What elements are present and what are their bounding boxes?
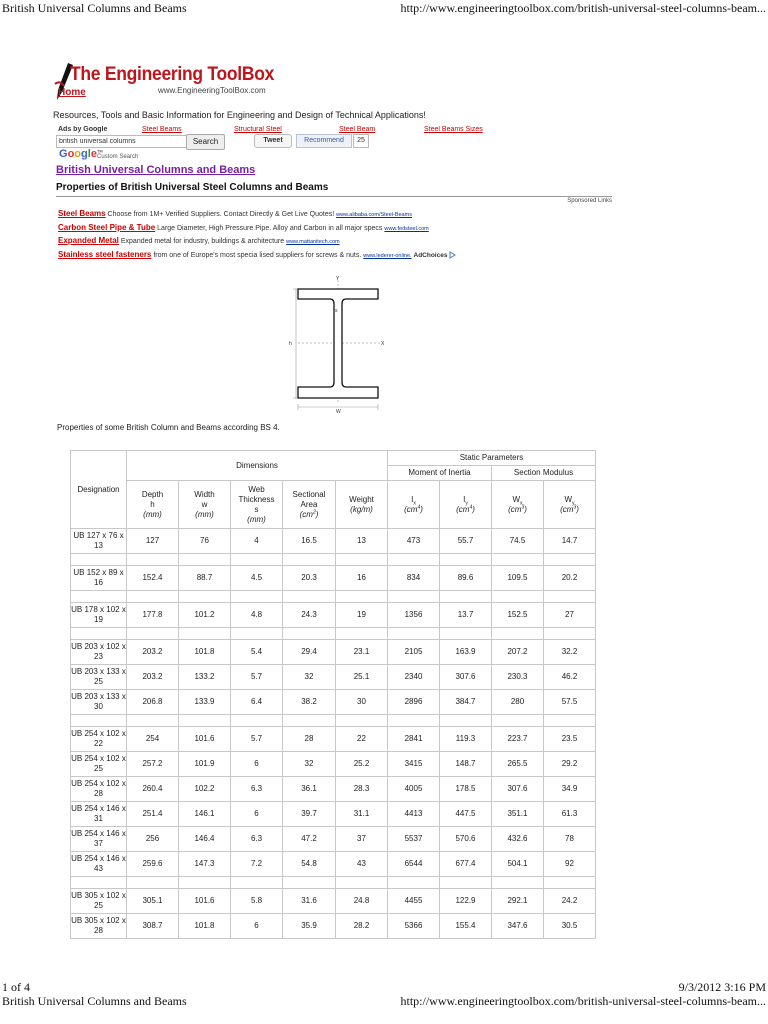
spacer-cell — [388, 628, 440, 640]
value-cell: 57.5 — [544, 690, 596, 715]
spacer-cell — [179, 554, 231, 566]
sponsored-ad — [58, 209, 412, 218]
header-wx: $W_x$ $(cm^3)$ — [492, 481, 544, 529]
value-cell: 101.9 — [179, 752, 231, 777]
spacer-cell — [71, 554, 127, 566]
table-row — [71, 889, 596, 914]
spacer-cell — [492, 554, 544, 566]
value-cell: 46.2 — [544, 665, 596, 690]
tagline: Resources, Tools and Basic Information for Engineering and Design of Technical Applications! — [53, 110, 426, 120]
value-cell: 24.8 — [336, 889, 388, 914]
spacer-cell — [283, 554, 336, 566]
value-cell: 109.5 — [492, 566, 544, 591]
value-cell: 31.6 — [283, 889, 336, 914]
value-cell: 3415 — [388, 752, 440, 777]
value-cell: 101.6 — [179, 727, 231, 752]
diagram-label: Y — [336, 276, 340, 282]
spacer-cell — [71, 715, 127, 727]
value-cell: 24.2 — [544, 889, 596, 914]
header-moment-of-inertia: Moment of Inertia — [388, 466, 492, 481]
spacer-cell — [179, 628, 231, 640]
value-cell: 27 — [544, 603, 596, 628]
value-cell: 89.6 — [440, 566, 492, 591]
value-cell: 1356 — [388, 603, 440, 628]
spacer-cell — [388, 591, 440, 603]
value-cell: 146.4 — [179, 827, 231, 852]
spacer-cell — [492, 715, 544, 727]
designation-cell: UB 203 x 102 x 23 — [71, 640, 127, 665]
logo-url: www.EngineeringToolBox.com — [158, 86, 266, 95]
header-width: Width w (mm) — [179, 481, 231, 529]
value-cell: 16 — [336, 566, 388, 591]
properties-table — [70, 450, 596, 939]
spacer-cell — [127, 715, 179, 727]
designation-cell: UB 254 x 102 x 25 — [71, 752, 127, 777]
value-cell: 25.2 — [336, 752, 388, 777]
value-cell: 78 — [544, 827, 596, 852]
ad-title-link[interactable]: Expanded Metal — [58, 236, 119, 245]
page-subtitle: Properties of British Universal Steel Columns and Beams — [56, 182, 329, 193]
search-button[interactable]: Search — [186, 134, 225, 150]
value-cell: 24.3 — [283, 603, 336, 628]
spacer-cell — [71, 591, 127, 603]
value-cell: 307.6 — [440, 665, 492, 690]
value-cell: 20.3 — [283, 566, 336, 591]
value-cell: 36.1 — [283, 777, 336, 802]
search-input[interactable] — [56, 135, 188, 148]
diagram-label: X — [381, 341, 385, 347]
google-letter: l — [87, 148, 91, 160]
ad-link[interactable]: Structural Steel — [234, 126, 282, 133]
home-link[interactable]: Home — [58, 87, 86, 98]
ads-by-google: Ads by Google — [58, 126, 108, 133]
value-cell: 147.3 — [179, 852, 231, 877]
value-cell: 6.4 — [231, 690, 283, 715]
ad-link[interactable]: Steel Beams Sizes — [424, 126, 483, 133]
value-cell: 265.5 — [492, 752, 544, 777]
value-cell: 223.7 — [492, 727, 544, 752]
spacer-cell — [336, 554, 388, 566]
value-cell: 13.7 — [440, 603, 492, 628]
value-cell: 6.3 — [231, 827, 283, 852]
value-cell: 19 — [336, 603, 388, 628]
table-row — [71, 640, 596, 665]
print-header-url: http://www.engineeringtoolbox.com/british-universal-steel-columns-beam... — [400, 1, 766, 15]
value-cell: 61.3 — [544, 802, 596, 827]
spacer-cell — [440, 554, 492, 566]
spacer-cell — [179, 877, 231, 889]
sponsored-ad — [58, 223, 429, 232]
spacer-cell — [231, 628, 283, 640]
spacer-cell — [179, 715, 231, 727]
value-cell: 4 — [231, 529, 283, 554]
adchoices-icon[interactable] — [449, 251, 456, 259]
divider — [56, 196, 612, 197]
value-cell: 38.2 — [283, 690, 336, 715]
value-cell: 146.1 — [179, 802, 231, 827]
value-cell: 30 — [336, 690, 388, 715]
value-cell: 4.8 — [231, 603, 283, 628]
spacer-row — [71, 715, 596, 727]
value-cell: 43 — [336, 852, 388, 877]
value-cell: 23.1 — [336, 640, 388, 665]
spacer-row — [71, 591, 596, 603]
value-cell: 280 — [492, 690, 544, 715]
i-beam-shape — [298, 289, 378, 398]
intro-text: Properties of some British Column and Beams according BS 4. — [57, 423, 280, 432]
spacer-cell — [388, 715, 440, 727]
header-ix: $I_x$ $(cm^4)$ — [388, 481, 440, 529]
recommend-count: 25 — [353, 134, 369, 148]
table-row — [71, 665, 596, 690]
header-section-modulus: Section Modulus — [492, 466, 596, 481]
value-cell: 6 — [231, 752, 283, 777]
header-iy: $I_y$ $(cm^4)$ — [440, 481, 492, 529]
designation-cell: UB 254 x 102 x 28 — [71, 777, 127, 802]
value-cell: 256 — [127, 827, 179, 852]
value-cell: 14.7 — [544, 529, 596, 554]
spacer-cell — [283, 628, 336, 640]
value-cell: 25.1 — [336, 665, 388, 690]
sponsored-ad — [58, 236, 340, 245]
value-cell: 47.2 — [283, 827, 336, 852]
value-cell: 504.1 — [492, 852, 544, 877]
spacer-cell — [492, 628, 544, 640]
value-cell: 5.4 — [231, 640, 283, 665]
header-depth: Depth h (mm) — [127, 481, 179, 529]
value-cell: 4005 — [388, 777, 440, 802]
value-cell: 6544 — [388, 852, 440, 877]
value-cell: 30.5 — [544, 914, 596, 939]
table-row — [71, 727, 596, 752]
spacer-cell — [231, 591, 283, 603]
value-cell: 2340 — [388, 665, 440, 690]
google-letter: o — [67, 148, 75, 160]
designation-cell: UB 152 x 89 x 16 — [71, 566, 127, 591]
tweet-button[interactable]: Tweet — [254, 134, 292, 148]
table-row — [71, 802, 596, 827]
diagram-label: s — [335, 308, 338, 314]
value-cell: 92 — [544, 852, 596, 877]
value-cell: 347.6 — [492, 914, 544, 939]
value-cell: 28 — [283, 727, 336, 752]
value-cell: 251.4 — [127, 802, 179, 827]
header-dimensions: Dimensions — [127, 451, 388, 481]
ad-url-link[interactable]: www.lederer-online. — [363, 253, 412, 259]
value-cell: 432.6 — [492, 827, 544, 852]
value-cell: 23.5 — [544, 727, 596, 752]
value-cell: 88.7 — [179, 566, 231, 591]
value-cell: 29.4 — [283, 640, 336, 665]
spacer-cell — [127, 877, 179, 889]
ad-link[interactable]: Steel Beams — [142, 126, 182, 133]
value-cell: 133.9 — [179, 690, 231, 715]
spacer-cell — [544, 715, 596, 727]
google-letter: g — [81, 148, 88, 160]
spacer-cell — [283, 591, 336, 603]
value-cell: 28.3 — [336, 777, 388, 802]
ad-url-link[interactable]: www.mattanitech.com — [286, 239, 340, 245]
diagram-label: W — [336, 409, 341, 414]
google-tm: TM — [96, 148, 103, 154]
ad-text: Large Diameter, High Pressure Pipe. Alloy and Carbon in all major specs — [157, 225, 383, 232]
table-row — [71, 690, 596, 715]
designation-cell: UB 254 x 146 x 43 — [71, 852, 127, 877]
table-row — [71, 914, 596, 939]
spacer-cell — [492, 877, 544, 889]
value-cell: 54.8 — [283, 852, 336, 877]
designation-cell: UB 254 x 146 x 31 — [71, 802, 127, 827]
value-cell: 22 — [336, 727, 388, 752]
value-cell: 122.9 — [440, 889, 492, 914]
value-cell: 384.7 — [440, 690, 492, 715]
spacer-cell — [336, 591, 388, 603]
value-cell: 5366 — [388, 914, 440, 939]
value-cell: 32.2 — [544, 640, 596, 665]
designation-cell: UB 254 x 102 x 22 — [71, 727, 127, 752]
spacer-cell — [71, 628, 127, 640]
value-cell: 2896 — [388, 690, 440, 715]
value-cell: 6.3 — [231, 777, 283, 802]
site-logo[interactable] — [52, 62, 275, 102]
spacer-cell — [127, 591, 179, 603]
value-cell: 37 — [336, 827, 388, 852]
ad-url-link[interactable]: www.alibaba.com/Steel-Beams — [336, 212, 412, 218]
value-cell: 101.6 — [179, 889, 231, 914]
value-cell: 31.1 — [336, 802, 388, 827]
value-cell: 351.1 — [492, 802, 544, 827]
value-cell: 133.2 — [179, 665, 231, 690]
header-static-parameters: Static Parameters — [388, 451, 596, 466]
designation-cell: UB 305 x 102 x 25 — [71, 889, 127, 914]
spacer-cell — [544, 628, 596, 640]
ad-text: Expanded metal for industry, buildings & architecture — [120, 238, 285, 245]
value-cell: 76 — [179, 529, 231, 554]
value-cell: 32 — [283, 752, 336, 777]
value-cell: 203.2 — [127, 665, 179, 690]
google-letter: G — [59, 148, 68, 160]
i-beam-diagram — [286, 274, 396, 414]
value-cell: 102.2 — [179, 777, 231, 802]
value-cell: 570.6 — [440, 827, 492, 852]
value-cell: 260.4 — [127, 777, 179, 802]
value-cell: 259.6 — [127, 852, 179, 877]
value-cell: 5.8 — [231, 889, 283, 914]
table-row — [71, 603, 596, 628]
table-row — [71, 827, 596, 852]
table-body — [71, 529, 596, 939]
value-cell: 473 — [388, 529, 440, 554]
spacer-row — [71, 877, 596, 889]
spacer-cell — [231, 715, 283, 727]
spacer-cell — [336, 877, 388, 889]
spacer-cell — [127, 628, 179, 640]
value-cell: 677.4 — [440, 852, 492, 877]
value-cell: 206.8 — [127, 690, 179, 715]
value-cell: 32 — [283, 665, 336, 690]
value-cell: 101.8 — [179, 914, 231, 939]
adchoices-link[interactable]: AdChoices — [413, 252, 448, 259]
value-cell: 16.5 — [283, 529, 336, 554]
value-cell: 35.9 — [283, 914, 336, 939]
spacer-cell — [440, 591, 492, 603]
designation-cell: UB 203 x 133 x 25 — [71, 665, 127, 690]
value-cell: 6 — [231, 914, 283, 939]
designation-cell: UB 203 x 133 x 30 — [71, 690, 127, 715]
header-sectional-area: Sectional Area $(cm^2)$ — [283, 481, 336, 529]
value-cell: 305.1 — [127, 889, 179, 914]
spacer-cell — [179, 591, 231, 603]
spacer-cell — [388, 877, 440, 889]
value-cell: 308.7 — [127, 914, 179, 939]
value-cell: 29.2 — [544, 752, 596, 777]
value-cell: 34.9 — [544, 777, 596, 802]
spacer-cell — [231, 877, 283, 889]
value-cell: 5.7 — [231, 727, 283, 752]
diagram-label: h — [289, 341, 292, 347]
value-cell: 307.6 — [492, 777, 544, 802]
value-cell: 119.3 — [440, 727, 492, 752]
value-cell: 834 — [388, 566, 440, 591]
value-cell: 152.5 — [492, 603, 544, 628]
google-letter: e — [90, 148, 97, 160]
designation-cell: UB 254 x 146 x 37 — [71, 827, 127, 852]
spacer-cell — [440, 877, 492, 889]
ad-link[interactable]: Steel Beam — [339, 126, 376, 133]
spacer-cell — [544, 554, 596, 566]
spacer-cell — [388, 554, 440, 566]
ad-url-link[interactable]: www.fedsteel.com — [384, 226, 429, 232]
designation-cell: UB 305 x 102 x 28 — [71, 914, 127, 939]
spacer-cell — [283, 877, 336, 889]
value-cell: 254 — [127, 727, 179, 752]
spacer-cell — [283, 715, 336, 727]
spacer-cell — [127, 554, 179, 566]
header-weight: Weight (kg/m) — [336, 481, 388, 529]
page-number: 1 of 4 — [2, 980, 30, 994]
value-cell: 2841 — [388, 727, 440, 752]
spacer-cell — [336, 715, 388, 727]
value-cell: 148.7 — [440, 752, 492, 777]
value-cell: 257.2 — [127, 752, 179, 777]
value-cell: 6 — [231, 802, 283, 827]
google-letter: o — [74, 148, 82, 160]
print-footer-title: British Universal Columns and Beams — [2, 994, 187, 1008]
page-title[interactable]: British Universal Columns and Beams — [56, 164, 256, 176]
spacer-cell — [71, 877, 127, 889]
print-footer-url: http://www.engineeringtoolbox.com/british-universal-steel-columns-beam... — [400, 994, 766, 1008]
value-cell: 152.4 — [127, 566, 179, 591]
table-row — [71, 566, 596, 591]
spacer-cell — [231, 554, 283, 566]
value-cell: 55.7 — [440, 529, 492, 554]
value-cell: 207.2 — [492, 640, 544, 665]
value-cell: 155.4 — [440, 914, 492, 939]
value-cell: 177.8 — [127, 603, 179, 628]
designation-cell: UB 127 x 76 x 13 — [71, 529, 127, 554]
table-row — [71, 529, 596, 554]
table-row — [71, 852, 596, 877]
ad-title-link[interactable]: Carbon Steel Pipe & Tube — [58, 223, 156, 232]
value-cell: 5537 — [388, 827, 440, 852]
value-cell: 101.2 — [179, 603, 231, 628]
header-wy: $W_y$ $(cm^3)$ — [544, 481, 596, 529]
value-cell: 4.5 — [231, 566, 283, 591]
value-cell: 39.7 — [283, 802, 336, 827]
value-cell: 163.9 — [440, 640, 492, 665]
print-datetime: 9/3/2012 3:16 PM — [678, 980, 766, 994]
ad-title-link[interactable]: Steel Beams — [58, 209, 106, 218]
spacer-cell — [440, 628, 492, 640]
table-row — [71, 752, 596, 777]
custom-search-label: Custom Search — [97, 154, 139, 160]
print-header-title: British Universal Columns and Beams — [2, 1, 187, 15]
value-cell: 5.7 — [231, 665, 283, 690]
spacer-cell — [544, 591, 596, 603]
ad-links-row — [56, 126, 606, 134]
value-cell: 7.2 — [231, 852, 283, 877]
spacer-row — [71, 628, 596, 640]
value-cell: 74.5 — [492, 529, 544, 554]
table-row — [71, 777, 596, 802]
value-cell: 2105 — [388, 640, 440, 665]
ad-text: from one of Europe's most specia lised suppliers for screws & nuts. — [153, 252, 362, 259]
logo-title: The Engineering ToolBox — [70, 64, 275, 85]
spacer-cell — [492, 591, 544, 603]
value-cell: 28.2 — [336, 914, 388, 939]
value-cell: 13 — [336, 529, 388, 554]
ad-title-link[interactable]: Stainless steel fasteners — [58, 250, 152, 259]
spacer-cell — [336, 628, 388, 640]
ad-text: Choose from 1M+ Verified Suppliers. Contact Directly & Get Live Quotes! — [107, 211, 335, 218]
spacer-cell — [544, 877, 596, 889]
spacer-row — [71, 554, 596, 566]
sponsored-links-label: Sponsored Links — [567, 198, 612, 204]
value-cell: 292.1 — [492, 889, 544, 914]
header-web-thickness: Web Thickness s (mm) — [231, 481, 283, 529]
value-cell: 4413 — [388, 802, 440, 827]
designation-cell: UB 178 x 102 x 19 — [71, 603, 127, 628]
value-cell: 230.3 — [492, 665, 544, 690]
value-cell: 178.5 — [440, 777, 492, 802]
value-cell: 101.8 — [179, 640, 231, 665]
value-cell: 127 — [127, 529, 179, 554]
value-cell: 203.2 — [127, 640, 179, 665]
value-cell: 447.5 — [440, 802, 492, 827]
recommend-button[interactable]: Recommend — [296, 134, 352, 148]
header-designation: Designation — [71, 451, 127, 529]
spacer-cell — [440, 715, 492, 727]
sponsored-ad — [58, 250, 456, 259]
value-cell: 20.2 — [544, 566, 596, 591]
value-cell: 4455 — [388, 889, 440, 914]
